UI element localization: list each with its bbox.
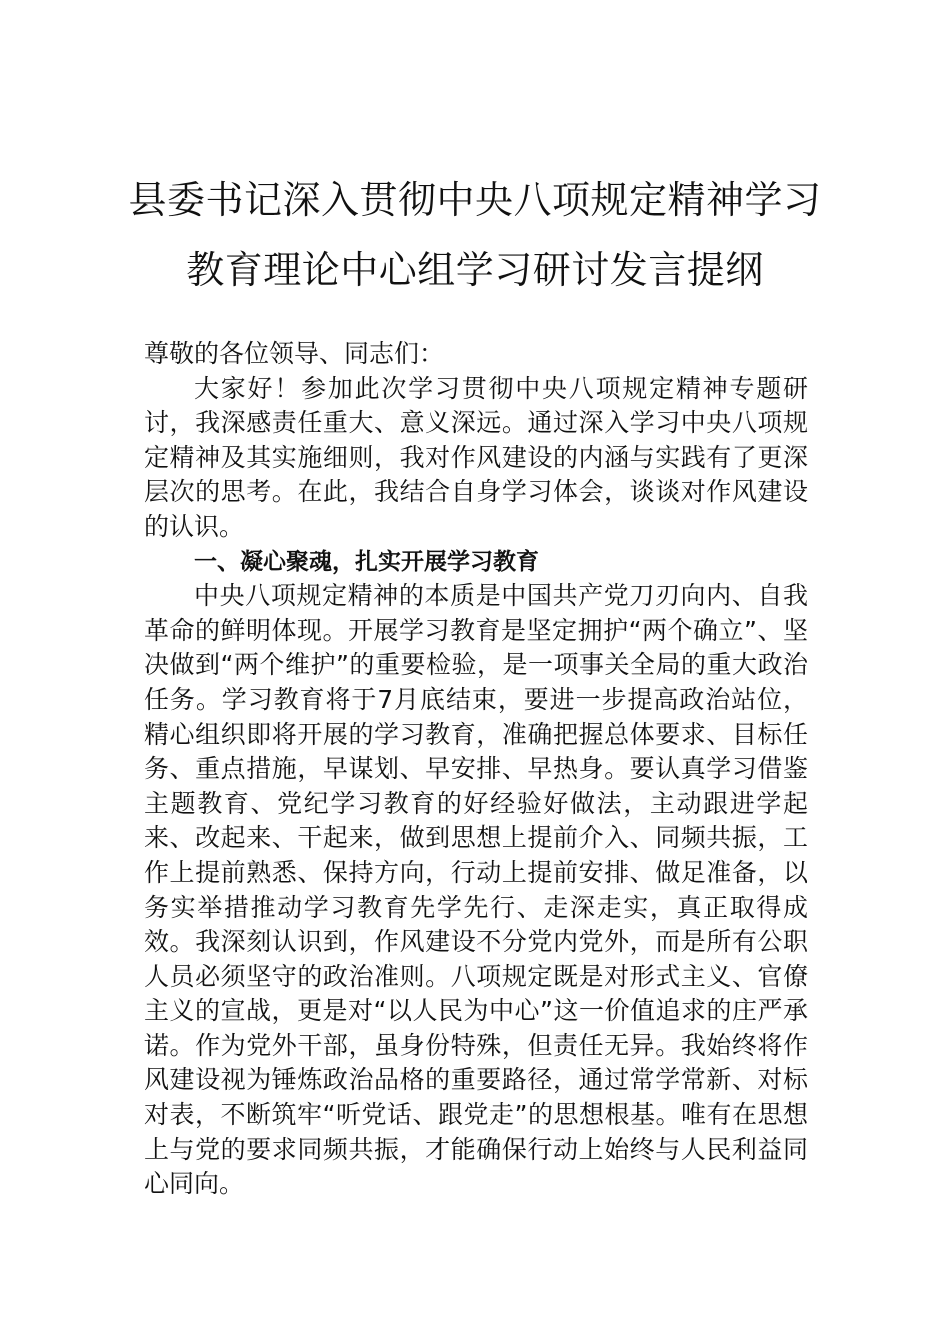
- section-heading: 一、凝心聚魂，扎实开展学习教育: [194, 548, 539, 575]
- document-body: [144, 337, 808, 1202]
- document-title-line-2: 教育理论中心组学习研讨发言提纲: [186, 248, 764, 292]
- document-title-line-1: 县委书记深入贯彻中央八项规定精神学习: [128, 178, 822, 222]
- intro-paragraph: 大家好！参加此次学习贯彻中央八项规定精神专题研讨，我深感责任重大、意义深远。通过深入学习中央八项规定精神及其实施细则，我对作风建设的内涵与实践有了更深层次的思考。在此，我结合自身学习体会，谈谈对作风建设的认识。: [144, 373, 808, 541]
- salutation: 尊敬的各位领导、同志们：: [144, 339, 445, 368]
- section-paragraph: 中央八项规定精神的本质是中国共产党刀刃向内、自我革命的鲜明体现。开展学习教育是坚定拥护“两个确立”、坚决做到“两个维护”的重要检验，是一项事关全局的重大政治任务。学习教育将于7月底结束，要进一步提高政治站位，精心组织即将开展的学习教育，准确把握总体要求、目标任务、重点措施，早谋划、早安排、早热身。要认真学习借鉴主题教育、党纪学习教育的好经验好做法，主动跟进学起来、改起来、干起来，做到思想上提前介入、同频共振，工作上提前熟悉、保持方向，行动上提前安排、做足准备，以务实举措推动学习教育先学先行、走深走实，真正取得成效。我深刻认识到，作风建设不分党内党外，而是所有公职人员必须坚守的政治准则。八项规定既是对形式主义、官僚主义的宣战，更是对“以人民为中心”这一价值追求的庄严承诺。作为党外干部，虽身份特殊，但责任无异。我始终将作风建设视为锤炼政治品格的重要路径，通过常学常新、对标对表，不断筑牢“听党话、跟党走”的思想根基。唯有在思想上与党的要求同频共振，才能确保行动上始终与人民利益同心同向。: [144, 581, 808, 1199]
